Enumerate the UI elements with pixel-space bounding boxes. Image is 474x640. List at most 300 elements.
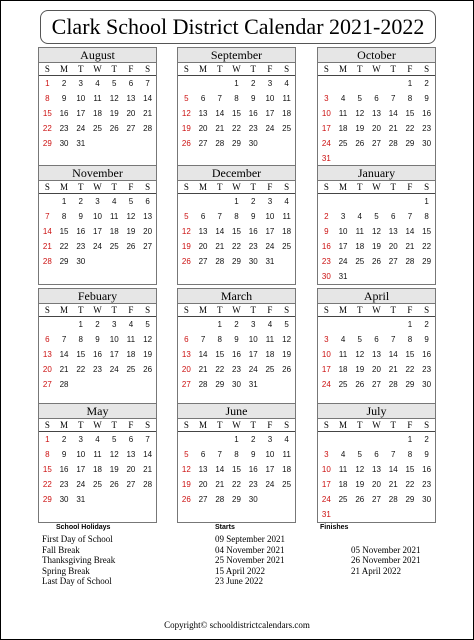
day-cell xyxy=(211,76,228,91)
weekday-label: T xyxy=(250,305,256,315)
day-cell: 24 xyxy=(321,380,331,389)
day-cell xyxy=(123,507,140,522)
day-cell: 25 xyxy=(338,495,348,504)
day-cell: 16 xyxy=(248,109,258,118)
day-cell: 17 xyxy=(109,350,119,359)
day-cell: 6 xyxy=(374,450,379,459)
day-cell: 8 xyxy=(407,94,413,103)
day-cell xyxy=(106,151,123,166)
day-cell: 15 xyxy=(232,227,241,236)
day-cell: 10 xyxy=(265,94,275,103)
day-cell: 28 xyxy=(42,257,52,266)
day-cell xyxy=(418,269,435,284)
day-cell: 4 xyxy=(357,212,362,221)
week-row xyxy=(39,317,156,332)
day-cell: 28 xyxy=(59,380,69,389)
holiday-names xyxy=(42,534,115,587)
day-cell: 21 xyxy=(215,124,225,133)
day-cell: 5 xyxy=(284,320,289,329)
day-cell: 7 xyxy=(217,94,222,103)
month-name: December xyxy=(178,166,295,181)
day-cell xyxy=(123,492,140,507)
day-cell xyxy=(106,136,123,151)
day-cell: 13 xyxy=(372,465,381,474)
holidays-header: School Holidays xyxy=(56,524,111,531)
day-cell: 24 xyxy=(265,480,275,489)
week-row xyxy=(178,106,295,121)
day-cell xyxy=(89,269,106,284)
weekday-label: T xyxy=(111,182,117,192)
day-cell: 10 xyxy=(265,450,275,459)
day-cell: 25 xyxy=(338,139,348,148)
day-cell: 19 xyxy=(143,350,153,359)
day-cell: 8 xyxy=(234,212,239,221)
day-cell: 14 xyxy=(388,350,398,359)
weekday-label: S xyxy=(44,420,50,430)
day-cell: 18 xyxy=(282,109,292,118)
weekday-label: S xyxy=(44,64,50,74)
week-row xyxy=(39,507,156,522)
week-row xyxy=(318,507,435,522)
day-cell: 9 xyxy=(95,335,100,344)
day-cell: 7 xyxy=(45,212,50,221)
day-cell: 24 xyxy=(265,124,275,133)
day-cell: 27 xyxy=(198,139,208,148)
day-cell xyxy=(56,269,73,284)
day-cell xyxy=(195,269,212,284)
week-row xyxy=(318,347,435,362)
day-cell: 13 xyxy=(42,350,52,359)
weekday-label: W xyxy=(232,64,241,74)
day-cell xyxy=(278,269,295,284)
day-cell: 3 xyxy=(340,212,346,221)
day-cell: 2 xyxy=(424,435,429,444)
day-cell: 8 xyxy=(61,212,67,221)
day-cell xyxy=(39,317,56,332)
day-cell: 23 xyxy=(59,480,69,489)
day-cell: 11 xyxy=(110,212,119,221)
weekday-header xyxy=(178,304,295,317)
day-cell: 4 xyxy=(95,79,100,88)
weekday-label: S xyxy=(183,182,189,192)
week-row xyxy=(318,239,435,254)
day-cell: 15 xyxy=(42,465,52,474)
day-cell: 23 xyxy=(248,480,258,489)
week-row xyxy=(178,317,295,332)
week-row xyxy=(39,462,156,477)
day-cell: 5 xyxy=(357,335,362,344)
weekday-label: T xyxy=(357,182,363,192)
day-cell xyxy=(385,432,402,447)
weekday-label: S xyxy=(323,305,329,315)
weekday-label: T xyxy=(250,420,256,430)
day-cell: 19 xyxy=(372,242,381,251)
week-row xyxy=(318,224,435,239)
month-calendar-november xyxy=(38,165,157,285)
day-cell: 6 xyxy=(374,94,379,103)
day-cell: 1 xyxy=(424,197,429,206)
day-cell: 7 xyxy=(390,335,396,344)
day-cell: 29 xyxy=(232,495,241,504)
day-cell: 29 xyxy=(232,257,241,266)
day-cell xyxy=(351,432,368,447)
day-cell xyxy=(89,151,106,166)
day-cell: 14 xyxy=(215,465,225,474)
day-cell: 12 xyxy=(355,465,365,474)
day-cell: 17 xyxy=(338,242,348,251)
day-cell xyxy=(178,507,195,522)
day-cell: 7 xyxy=(217,450,222,459)
day-cell xyxy=(335,507,352,522)
day-cell: 23 xyxy=(232,365,241,374)
day-cell: 6 xyxy=(128,79,134,88)
day-cell: 12 xyxy=(181,465,191,474)
day-cell: 10 xyxy=(248,335,258,344)
week-row xyxy=(318,447,435,462)
holiday-start-date: 25 November 2021 xyxy=(215,555,285,566)
weekday-label: S xyxy=(424,182,430,192)
day-cell xyxy=(351,317,368,332)
day-cell: 19 xyxy=(181,480,191,489)
day-cell xyxy=(278,136,295,151)
week-row xyxy=(178,254,295,269)
day-cell: 27 xyxy=(198,257,208,266)
month-name: August xyxy=(39,48,156,63)
weekday-label: M xyxy=(339,305,348,315)
day-cell: 21 xyxy=(388,480,398,489)
month-calendar-april xyxy=(317,288,436,408)
day-cell xyxy=(278,507,295,522)
day-cell: 16 xyxy=(321,242,331,251)
day-cell: 17 xyxy=(321,124,331,133)
day-cell xyxy=(56,317,73,332)
day-cell: 16 xyxy=(422,350,432,359)
day-cell xyxy=(72,377,89,392)
day-cell: 8 xyxy=(407,450,413,459)
week-row xyxy=(39,209,156,224)
weekday-label: T xyxy=(217,420,223,430)
weekday-header xyxy=(39,63,156,76)
week-row xyxy=(178,362,295,377)
day-cell: 14 xyxy=(405,227,415,236)
month-calendar-july xyxy=(317,403,436,523)
day-cell xyxy=(351,507,368,522)
day-cell: 5 xyxy=(184,450,189,459)
day-cell: 13 xyxy=(198,465,208,474)
day-cell: 8 xyxy=(407,335,413,344)
day-cell: 13 xyxy=(198,109,208,118)
day-cell xyxy=(418,151,435,166)
weekday-label: M xyxy=(199,305,208,315)
week-row xyxy=(318,332,435,347)
week-row xyxy=(39,254,156,269)
day-cell: 1 xyxy=(407,435,413,444)
day-cell xyxy=(368,507,385,522)
day-cell: 15 xyxy=(405,350,415,359)
day-cell: 14 xyxy=(42,227,52,236)
day-cell xyxy=(123,136,140,151)
day-cell: 22 xyxy=(405,365,415,374)
day-cell: 12 xyxy=(109,450,119,459)
day-cell: 7 xyxy=(407,212,413,221)
week-row xyxy=(318,209,435,224)
day-cell xyxy=(106,269,123,284)
day-cell: 4 xyxy=(111,197,117,206)
day-cell: 9 xyxy=(234,335,239,344)
day-cell xyxy=(178,76,195,91)
week-row xyxy=(178,507,295,522)
week-row xyxy=(39,432,156,447)
week-row xyxy=(178,224,295,239)
day-cell xyxy=(195,432,212,447)
day-cell xyxy=(139,136,156,151)
day-cell: 17 xyxy=(265,109,275,118)
day-cell: 4 xyxy=(340,335,346,344)
day-cell: 27 xyxy=(372,380,381,389)
day-cell: 5 xyxy=(128,197,134,206)
holiday-start-date: 23 June 2022 xyxy=(215,576,263,587)
day-cell xyxy=(402,269,419,284)
day-cell: 22 xyxy=(405,480,415,489)
day-cell xyxy=(418,507,435,522)
day-cell xyxy=(211,432,228,447)
weekday-label: W xyxy=(372,305,381,315)
day-cell: 17 xyxy=(93,227,102,236)
day-cell: 11 xyxy=(93,94,102,103)
page-title: Clark School District Calendar 2021-2022 xyxy=(40,10,436,44)
weekday-label: M xyxy=(339,420,348,430)
weekday-header xyxy=(318,63,435,76)
weekday-label: F xyxy=(267,420,273,430)
day-cell: 1 xyxy=(78,320,83,329)
day-cell: 29 xyxy=(59,257,69,266)
day-cell: 31 xyxy=(76,495,86,504)
holiday-start-date: 04 November 2021 xyxy=(215,544,285,555)
day-cell xyxy=(178,151,195,166)
day-cell: 16 xyxy=(59,109,69,118)
day-cell: 29 xyxy=(232,139,241,148)
weekday-header xyxy=(178,181,295,194)
day-cell: 6 xyxy=(128,435,134,444)
day-cell: 19 xyxy=(355,480,365,489)
day-cell: 15 xyxy=(59,227,69,236)
holiday-finish-date: 21 April 2022 xyxy=(351,565,402,576)
day-cell: 26 xyxy=(181,495,191,504)
day-cell xyxy=(351,76,368,91)
weekday-label: S xyxy=(424,305,430,315)
day-cell xyxy=(139,507,156,522)
week-row xyxy=(39,91,156,106)
weekday-label: T xyxy=(111,64,117,74)
day-cell xyxy=(195,317,212,332)
weekday-label: S xyxy=(284,64,290,74)
day-cell: 18 xyxy=(282,227,292,236)
day-cell: 12 xyxy=(282,335,292,344)
day-cell: 15 xyxy=(232,109,241,118)
day-cell: 18 xyxy=(93,465,102,474)
day-cell xyxy=(228,507,245,522)
day-cell: 2 xyxy=(250,197,256,206)
day-cell: 4 xyxy=(340,450,346,459)
day-cell: 15 xyxy=(76,350,86,359)
week-row xyxy=(39,269,156,284)
day-cell xyxy=(178,317,195,332)
day-cell: 27 xyxy=(372,139,381,148)
day-cell xyxy=(262,377,279,392)
day-cell: 31 xyxy=(338,272,348,281)
day-cell: 31 xyxy=(321,510,331,519)
weekday-label: T xyxy=(78,64,84,74)
day-cell: 23 xyxy=(93,365,102,374)
day-cell: 6 xyxy=(200,94,206,103)
day-cell: 22 xyxy=(405,124,415,133)
day-cell: 30 xyxy=(422,139,432,148)
day-cell: 21 xyxy=(42,242,52,251)
day-cell: 22 xyxy=(59,242,69,251)
starts-header: Starts xyxy=(215,524,235,531)
day-cell: 10 xyxy=(76,94,86,103)
week-row xyxy=(318,432,435,447)
day-cell: 9 xyxy=(424,94,429,103)
day-cell: 4 xyxy=(340,94,346,103)
day-cell xyxy=(385,76,402,91)
day-cell: 23 xyxy=(248,242,258,251)
weekday-label: S xyxy=(424,420,430,430)
day-cell: 2 xyxy=(250,435,256,444)
day-cell xyxy=(139,151,156,166)
day-cell: 27 xyxy=(372,495,381,504)
day-cell: 17 xyxy=(76,109,86,118)
day-cell xyxy=(195,76,212,91)
day-cell: 16 xyxy=(248,465,258,474)
day-cell: 28 xyxy=(388,139,398,148)
day-cell: 18 xyxy=(338,365,348,374)
day-cell: 27 xyxy=(198,495,208,504)
holiday-name: Fall Break xyxy=(42,544,80,555)
day-cell: 15 xyxy=(42,109,52,118)
day-cell: 3 xyxy=(250,320,256,329)
day-cell: 29 xyxy=(42,495,52,504)
day-cell xyxy=(89,136,106,151)
week-row xyxy=(178,447,295,462)
week-row xyxy=(178,432,295,447)
day-cell: 23 xyxy=(76,242,86,251)
day-cell: 9 xyxy=(250,450,256,459)
day-cell: 20 xyxy=(388,242,398,251)
day-cell: 28 xyxy=(143,124,153,133)
day-cell xyxy=(402,151,419,166)
day-cell xyxy=(262,136,279,151)
day-cell: 3 xyxy=(95,197,100,206)
day-cell: 3 xyxy=(324,450,329,459)
day-cell: 24 xyxy=(76,480,86,489)
day-cell xyxy=(262,492,279,507)
day-cell: 8 xyxy=(45,450,50,459)
day-cell: 16 xyxy=(93,350,102,359)
day-cell: 2 xyxy=(78,197,83,206)
day-cell: 8 xyxy=(234,94,239,103)
weekday-label: T xyxy=(217,64,223,74)
week-row xyxy=(318,377,435,392)
day-cell: 31 xyxy=(265,257,275,266)
day-cell: 21 xyxy=(215,480,225,489)
day-cell xyxy=(123,269,140,284)
weekday-label: F xyxy=(407,420,413,430)
day-cell: 10 xyxy=(321,465,331,474)
day-cell: 18 xyxy=(355,242,365,251)
day-cell: 3 xyxy=(324,335,329,344)
weekday-label: F xyxy=(267,182,273,192)
week-row xyxy=(178,269,295,284)
day-cell: 28 xyxy=(388,380,398,389)
day-cell xyxy=(211,151,228,166)
weekday-label: T xyxy=(390,182,396,192)
day-cell: 14 xyxy=(143,450,153,459)
day-cell: 20 xyxy=(143,227,153,236)
day-cell: 20 xyxy=(181,365,191,374)
weekday-label: M xyxy=(60,64,69,74)
day-cell: 15 xyxy=(422,227,432,236)
weekday-label: T xyxy=(250,182,256,192)
weekday-label: S xyxy=(145,64,151,74)
day-cell xyxy=(72,507,89,522)
day-cell: 25 xyxy=(282,480,292,489)
day-cell: 3 xyxy=(267,435,273,444)
day-cell: 20 xyxy=(372,124,381,133)
day-cell: 6 xyxy=(184,335,189,344)
week-row xyxy=(318,362,435,377)
day-cell: 28 xyxy=(215,139,225,148)
day-cell xyxy=(402,507,419,522)
day-cell xyxy=(318,317,335,332)
day-cell xyxy=(89,377,106,392)
day-cell: 28 xyxy=(143,480,153,489)
day-cell: 20 xyxy=(372,365,381,374)
weekday-label: W xyxy=(372,182,381,192)
day-cell xyxy=(351,151,368,166)
day-cell: 26 xyxy=(109,480,119,489)
day-cell: 7 xyxy=(200,335,206,344)
weekday-label: S xyxy=(284,420,290,430)
month-name: November xyxy=(39,166,156,181)
day-cell: 15 xyxy=(405,465,415,474)
day-cell: 16 xyxy=(422,109,432,118)
day-cell xyxy=(195,151,212,166)
day-cell: 10 xyxy=(321,350,331,359)
day-cell: 8 xyxy=(424,212,429,221)
day-cell: 24 xyxy=(93,242,102,251)
day-cell: 14 xyxy=(215,227,225,236)
weekday-header xyxy=(39,419,156,432)
day-cell: 1 xyxy=(217,320,222,329)
day-cell: 24 xyxy=(109,365,119,374)
week-row xyxy=(178,209,295,224)
day-cell: 22 xyxy=(215,365,225,374)
weekday-label: T xyxy=(390,305,396,315)
day-cell: 6 xyxy=(390,212,396,221)
day-cell xyxy=(106,377,123,392)
day-cell: 26 xyxy=(355,380,365,389)
weekday-label: F xyxy=(407,182,413,192)
week-row xyxy=(178,462,295,477)
week-row xyxy=(318,269,435,284)
day-cell: 10 xyxy=(265,212,275,221)
week-row xyxy=(39,194,156,209)
day-cell: 30 xyxy=(76,257,86,266)
day-cell: 5 xyxy=(184,212,189,221)
day-cell xyxy=(278,151,295,166)
day-cell: 11 xyxy=(93,450,102,459)
